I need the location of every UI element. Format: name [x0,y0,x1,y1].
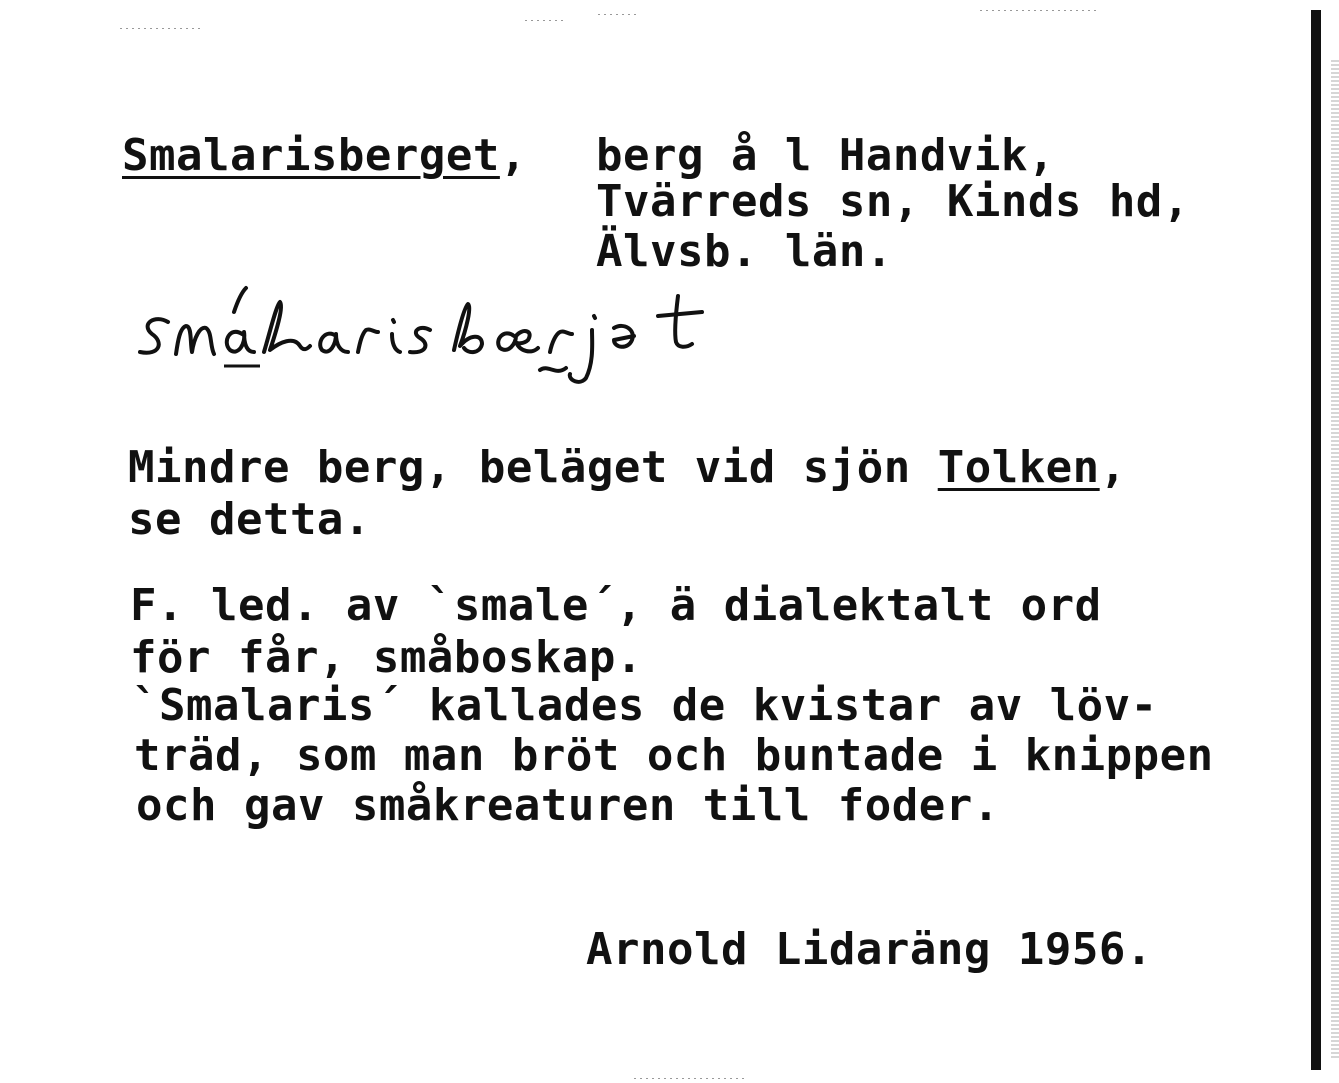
scan-speck [120,28,200,29]
scan-speck [598,14,638,15]
card-edge-texture [1331,60,1339,1060]
scan-speck [980,10,1100,11]
card-edge-shadow [1311,10,1321,1070]
author-signature: Arnold Lidaräng 1956. [586,924,1153,975]
scan-speck [525,20,565,21]
headword: Smalarisberget [122,130,500,181]
etymology-line-3: `Smalaris´ kallades de kvistar av löv- [132,680,1158,731]
location-line-1: berg å l Handvik, [596,130,1055,181]
etymology-line-2: för får, småboskap. [130,632,643,683]
description-line-2: se detta. [128,494,371,545]
etymology-line-5: och gav småkreaturen till foder. [136,780,1000,831]
description-comma: , [1099,442,1127,493]
etymology-line-4: träd, som man bröt och buntade i knippen [134,730,1214,781]
scan-speck [634,1078,744,1079]
etymology-line-1: F. led. av `smale´, ä dialektalt ord [130,580,1102,631]
location-line-3: Älvsb. län. [596,226,893,277]
description-line-1 [128,442,1127,493]
handwritten-pronunciation [130,282,810,392]
location-line-2: Tvärreds sn, Kinds hd, [596,176,1190,227]
cross-reference-tolken: Tolken [937,442,1100,493]
description-text: Mindre berg, beläget vid sjön [128,442,938,493]
headword-comma: , [499,130,527,181]
headword-line [122,130,527,181]
